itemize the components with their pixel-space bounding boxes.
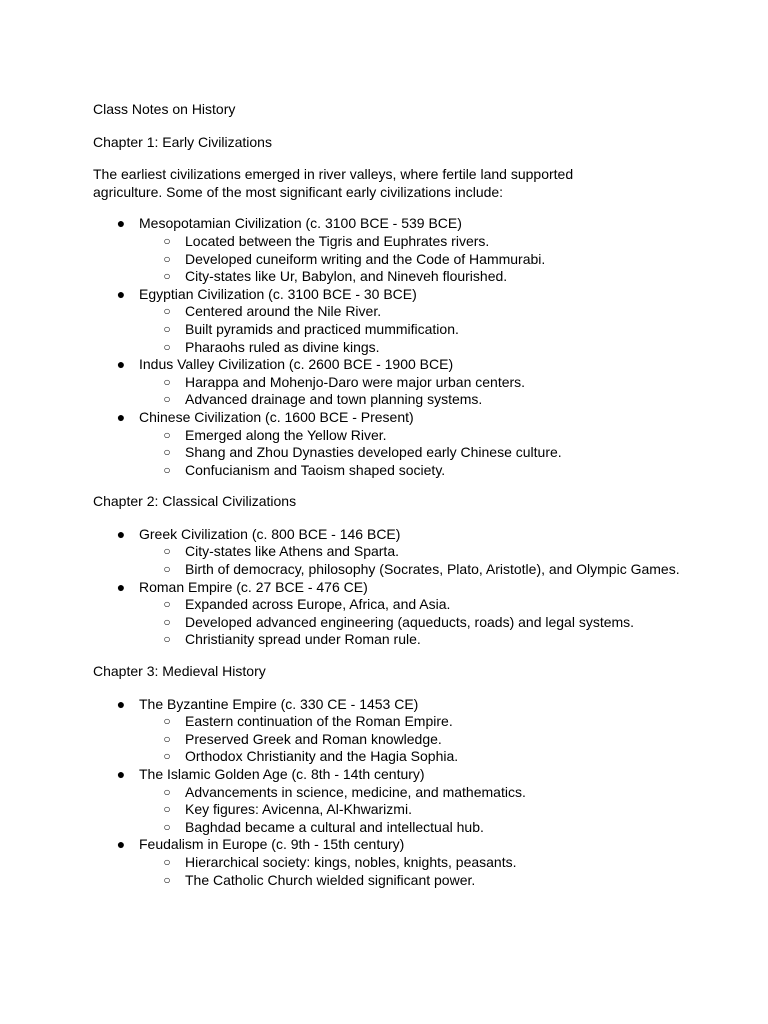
filled-bullet-icon: ● [116, 285, 126, 302]
list-item-text: Indus Valley Civilization (c. 2600 BCE - 1900 BCE) [139, 356, 454, 373]
hollow-bullet-icon: ○ [163, 614, 171, 629]
sub-list-item [139, 233, 683, 251]
hollow-bullet-icon: ○ [163, 731, 171, 746]
sub-list-item-text: Centered around the Nile River. [185, 303, 382, 320]
sub-list-item [139, 801, 683, 819]
sub-list-item-text: Baghdad became a cultural and intellectual hub. [185, 818, 484, 835]
hollow-bullet-icon: ○ [163, 714, 171, 729]
hollow-bullet-icon: ○ [163, 802, 171, 817]
sub-list-item [139, 713, 683, 731]
intro-line: agriculture. Some of the most significant early civilizations include: [93, 183, 504, 200]
sub-list-item [139, 374, 683, 392]
hollow-bullet-icon: ○ [163, 632, 171, 647]
list-item [93, 696, 683, 766]
sub-list-item-text: Developed advanced engineering (aqueducts, roads) and legal systems. [185, 613, 635, 630]
sub-list-item-text: The Catholic Church wielded significant power. [185, 871, 476, 888]
filled-bullet-icon: ● [116, 356, 126, 373]
hollow-bullet-icon: ○ [163, 749, 171, 764]
chapter-heading: Chapter 2: Classical Civilizations [93, 493, 297, 510]
sub-list-item [139, 748, 683, 766]
list-item-text: Mesopotamian Civilization (c. 3100 BCE - 539 BCE) [139, 215, 462, 232]
sub-list-item-text: Hierarchical society: kings, nobles, knights, peasants. [185, 853, 517, 870]
sub-list-item [139, 543, 683, 561]
hollow-bullet-icon: ○ [163, 445, 171, 460]
sub-list-item-text: Pharaohs ruled as divine kings. [185, 338, 380, 355]
list-item [93, 286, 683, 356]
sub-bullet-list [139, 233, 683, 286]
list-item-text: Roman Empire (c. 27 BCE - 476 CE) [139, 578, 368, 595]
filled-bullet-icon: ● [116, 766, 126, 782]
hollow-bullet-icon: ○ [163, 872, 171, 887]
bullet-list [93, 215, 683, 479]
list-item [93, 836, 683, 889]
document-title: Class Notes on History [93, 101, 236, 117]
document-body [93, 101, 683, 903]
sub-list-item-text: City-states like Ur, Babylon, and Nineveh flourished. [185, 268, 508, 285]
list-item [93, 579, 683, 649]
list-item [93, 215, 683, 285]
sub-list-item [139, 872, 683, 890]
sub-bullet-list [139, 427, 683, 480]
sub-list-item-text: Expanded across Europe, Africa, and Asia. [185, 596, 451, 613]
list-item [93, 766, 683, 836]
hollow-bullet-icon: ○ [163, 819, 171, 834]
sub-bullet-list [139, 854, 683, 889]
sub-list-item-text: Built pyramids and practiced mummification. [185, 320, 459, 337]
hollow-bullet-icon: ○ [163, 544, 171, 559]
sub-list-item [139, 819, 683, 837]
sub-bullet-list [139, 303, 683, 356]
chapter-heading: Chapter 1: Early Civilizations [93, 133, 272, 150]
sub-list-item-text: Harappa and Mohenjo-Daro were major urban centers. [185, 373, 526, 390]
sub-list-item [139, 561, 683, 579]
sub-list-item [139, 339, 683, 357]
sub-list-item-text: Key figures: Avicenna, Al-Khwarizmi. [185, 801, 412, 818]
sub-list-item-text: Eastern continuation of the Roman Empire. [185, 713, 453, 730]
sub-bullet-list [139, 713, 683, 766]
hollow-bullet-icon: ○ [163, 304, 171, 319]
sub-bullet-list [139, 596, 683, 649]
list-item-text: Egyptian Civilization (c. 3100 BCE - 30 BCE) [139, 285, 417, 302]
filled-bullet-icon: ● [116, 525, 126, 542]
hollow-bullet-icon: ○ [163, 854, 171, 869]
hollow-bullet-icon: ○ [163, 251, 171, 266]
hollow-bullet-icon: ○ [163, 321, 171, 336]
hollow-bullet-icon: ○ [163, 427, 171, 442]
bullet-list [93, 526, 683, 649]
list-item [93, 356, 683, 409]
sub-list-item-text: Advanced drainage and town planning systems. [185, 391, 483, 408]
filled-bullet-icon: ● [116, 695, 126, 712]
hollow-bullet-icon: ○ [163, 784, 171, 799]
list-item-text: Feudalism in Europe (c. 9th - 15th century) [139, 836, 405, 853]
sub-bullet-list [139, 374, 683, 409]
chapter-heading: Chapter 3: Medieval History [93, 663, 266, 680]
filled-bullet-icon: ● [116, 578, 126, 595]
sub-list-item-text: Christianity spread under Roman rule. [185, 631, 421, 648]
sub-list-item [139, 731, 683, 749]
list-item [93, 526, 683, 579]
sub-bullet-list [139, 784, 683, 837]
sub-list-item [139, 596, 683, 614]
filled-bullet-icon: ● [116, 215, 126, 232]
chapter-intro [93, 166, 683, 201]
list-item [93, 409, 683, 479]
hollow-bullet-icon: ○ [163, 233, 171, 248]
sub-list-item [139, 321, 683, 339]
sub-list-item-text: Shang and Zhou Dynasties developed early Chinese culture. [185, 444, 562, 461]
list-item-text: Greek Civilization (c. 800 BCE - 146 BCE) [139, 525, 401, 542]
sub-list-item [139, 614, 683, 632]
sub-list-item-text: Birth of democracy, philosophy (Socrates, Plato, Aristotle), and Olympic Games. [185, 561, 680, 578]
hollow-bullet-icon: ○ [163, 392, 171, 407]
sub-list-item [139, 462, 683, 480]
sub-list-item-text: Confucianism and Taoism shaped society. [185, 461, 446, 478]
hollow-bullet-icon: ○ [163, 462, 171, 477]
hollow-bullet-icon: ○ [163, 339, 171, 354]
sub-list-item-text: Emerged along the Yellow River. [185, 426, 387, 443]
sub-list-item [139, 427, 683, 445]
sub-list-item-text: Developed cuneiform writing and the Code of Hammurabi. [185, 250, 546, 267]
hollow-bullet-icon: ○ [163, 269, 171, 284]
sub-list-item-text: Preserved Greek and Roman knowledge. [185, 730, 442, 747]
hollow-bullet-icon: ○ [163, 374, 171, 389]
sub-list-item [139, 784, 683, 802]
sub-list-item [139, 268, 683, 286]
list-item-text: Chinese Civilization (c. 1600 BCE - Present) [139, 408, 414, 425]
sub-list-item-text: City-states like Athens and Sparta. [185, 543, 399, 560]
sub-list-item-text: Located between the Tigris and Euphrates rivers. [185, 232, 490, 249]
list-item-text: The Byzantine Empire (c. 330 CE - 1453 CE) [139, 695, 419, 712]
sub-bullet-list [139, 543, 683, 578]
sub-list-item [139, 854, 683, 872]
sub-list-item [139, 444, 683, 462]
hollow-bullet-icon: ○ [163, 597, 171, 612]
bullet-list [93, 696, 683, 890]
sub-list-item-text: Orthodox Christianity and the Hagia Sophia. [185, 748, 459, 765]
sub-list-item-text: Advancements in science, medicine, and mathematics. [185, 783, 526, 800]
sub-list-item [139, 251, 683, 269]
sub-list-item [139, 391, 683, 409]
sub-list-item [139, 631, 683, 649]
sub-list-item [139, 303, 683, 321]
list-item-text: The Islamic Golden Age (c. 8th - 14th century) [139, 766, 425, 782]
intro-line: The earliest civilizations emerged in river valleys, where fertile land supported [93, 166, 574, 183]
filled-bullet-icon: ● [116, 836, 126, 853]
hollow-bullet-icon: ○ [163, 562, 171, 577]
filled-bullet-icon: ● [116, 408, 126, 425]
